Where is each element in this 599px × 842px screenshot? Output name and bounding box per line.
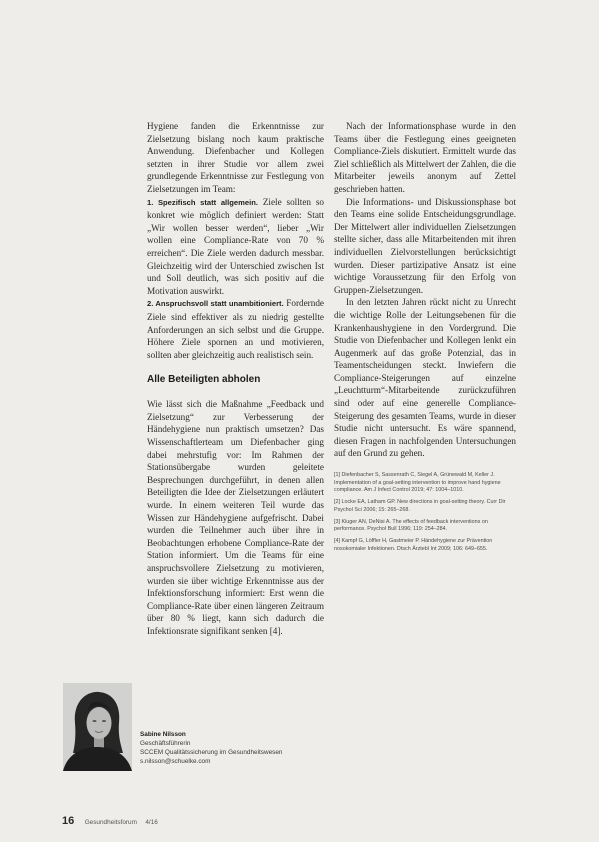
point-specific-paragraph bbox=[147, 196, 324, 298]
reference-item: [4] Kampf G, Löffler H, Gastmeier P. Händehygiene zur Prävention nosokomialer Infektionen. Dtsch Ärztebl Int 2009; 106: 649–655. bbox=[334, 537, 493, 552]
page-footer bbox=[62, 811, 158, 829]
point-specific-text: Ziele sollten so konkret wie möglich definiert werden: Statt „Wir wollen besser werden“, lieber „Wir wollen eine Compliance-Rate von 70 % erreichen“. Die Ziele werden dadurch messbar. Gleichzeitig wird der Unterschied zwischen Ist und Soll deutlich, was sich positiv auf die Motivation auswirkt. bbox=[147, 196, 324, 296]
body-paragraph: Nach der Informationsphase wurde in den Teams über die Festlegung eines geeigneten Compliance-Ziels diskutiert. Ermittelt wurde das Ziel schließlich als Mittelwert der Zahlen, die die Mitarbeiter jeweils anonym auf Zettel geschrieben hatten. bbox=[334, 121, 516, 194]
author-role: Geschäftsführerin bbox=[140, 740, 191, 747]
author-email: s.nilsson@schuelke.com bbox=[140, 758, 211, 765]
section-paragraph: Wie lässt sich die Maßnahme „Feedback und Zielsetzung“ zur Verbesserung der Händehygiene nun praktisch umsetzen? Das Wissenschaftlerteam um Diefenbacher ging dabei mehrstufig vor: Im Rahmen der Stationsübergabe wurden geleitete Besprechungen durchgeführt, in denen allen Beteiligten die Idee der Zielsetzungen erläutert wurde. In einem weiteren Teil wurde das Wissen zur Händehygiene aufgefrischt. Dabei wurden die Teilnehmer auch über ihre in Beobachtungen erhobene Compliance-Rate der Station informiert. Um die Teams für eine anspruchsvollere Zielsetzung zu motivieren, wurden sie über wichtige Erkenntnisse aus der Infektionsforschung informiert: Erst wenn die Compliance-Rate über einen längeren Zeitraum über 80 % liegt, kann sich dadurch die Infektionsrate signifikant senken [4]. bbox=[147, 399, 324, 636]
point-ambitious-heading: 2. Anspruchsvoll statt unambitioniert. bbox=[147, 299, 284, 309]
reference-item: [1] Diefenbacher S, Sassenrath C, Siegel A, Grünewald M, Keller J. Implementation of a goal-setting intervention to improve hand hygiene compliance. Am J Infect Control 2019; 47: 1004–1010. bbox=[334, 472, 501, 494]
publication-name: Gesundheitsforum bbox=[84, 819, 137, 826]
author-name: Sabine Nilsson bbox=[140, 731, 186, 738]
intro-paragraph: Hygiene fanden die Erkenntnisse zur Zielsetzung bislang noch kaum praktische Anwendung. Diefenbacher und Kollegen setzten in ihrer Studie vor allem zwei grundlegende Erkenntnisse zur Festlegung von Zielsetzungen im Team: bbox=[147, 121, 324, 194]
body-paragraph: Die Informations- und Diskussionsphase bot den Teams eine solide Entscheidungsgrundlage. Der Mittelwert aller individuellen Zielsetzungen stellte sicher, dass alle Mitarbeitenden mit ihren individuellen Zielvorstellungen berücksichtigt wurden. Dieser partizipative Ansatz ist eine wichtige Voraussetzung für den Erfolg von Gruppen-Zielsetzungen. bbox=[334, 196, 516, 295]
section-heading: Alle Beteiligten abholen bbox=[147, 374, 261, 386]
references-list bbox=[334, 472, 516, 553]
point-specific-heading: 1. Spezifisch statt allgemein. bbox=[147, 197, 258, 207]
right-column bbox=[334, 120, 516, 557]
left-column bbox=[147, 120, 324, 638]
reference-item: [2] Locke EA, Latham GP. New directions in goal-setting theory. Curr Dir Psychol Sci 2006; 15: 265–268. bbox=[334, 499, 506, 513]
point-ambitious-paragraph bbox=[147, 297, 324, 361]
issue-number: 4/16 bbox=[145, 819, 158, 826]
point-ambitious-text: Fordernde Ziele sind effektiver als zu niedrig gestellte Anforderungen an sich selbst und die Gruppe. Höhere Ziele spornen an und motivieren, sollten aber gleichzeitig auch realistisch sein. bbox=[147, 298, 324, 360]
body-paragraph: In den letzten Jahren rückt nicht zu Unrecht die wichtige Rolle der Leitungsebenen für die Krankenhaushygiene in den Vordergrund. Die Studie von Diefenbacher und Kollegen lenkt ein Augenmerk auf das große Potenzial, das in Teamentscheidungen steckt. Inwiefern die Compliance-Steigerungen auf einzelne „Leuchtturm“-Mitarbeitende zurückzuführen sind oder auf eine generelle Compliance-Steigerung des gesamten Teams, wurde in dieser Studie nicht untersucht. Es wäre spannend, diesen Fragen in nachfolgenden Untersuchungen auf den Grund zu gehen. bbox=[334, 297, 516, 459]
page-number: 16 bbox=[62, 815, 75, 827]
author-photo bbox=[63, 683, 132, 771]
author-organization: SCCEM Qualitätssicherung im Gesundheitswesen bbox=[140, 749, 283, 756]
author-info bbox=[140, 730, 340, 766]
reference-item: [3] Kluger AN, DeNisi A. The effects of feedback interventions on performance. Psychol Bull 1996; 119: 254–284. bbox=[334, 518, 488, 533]
